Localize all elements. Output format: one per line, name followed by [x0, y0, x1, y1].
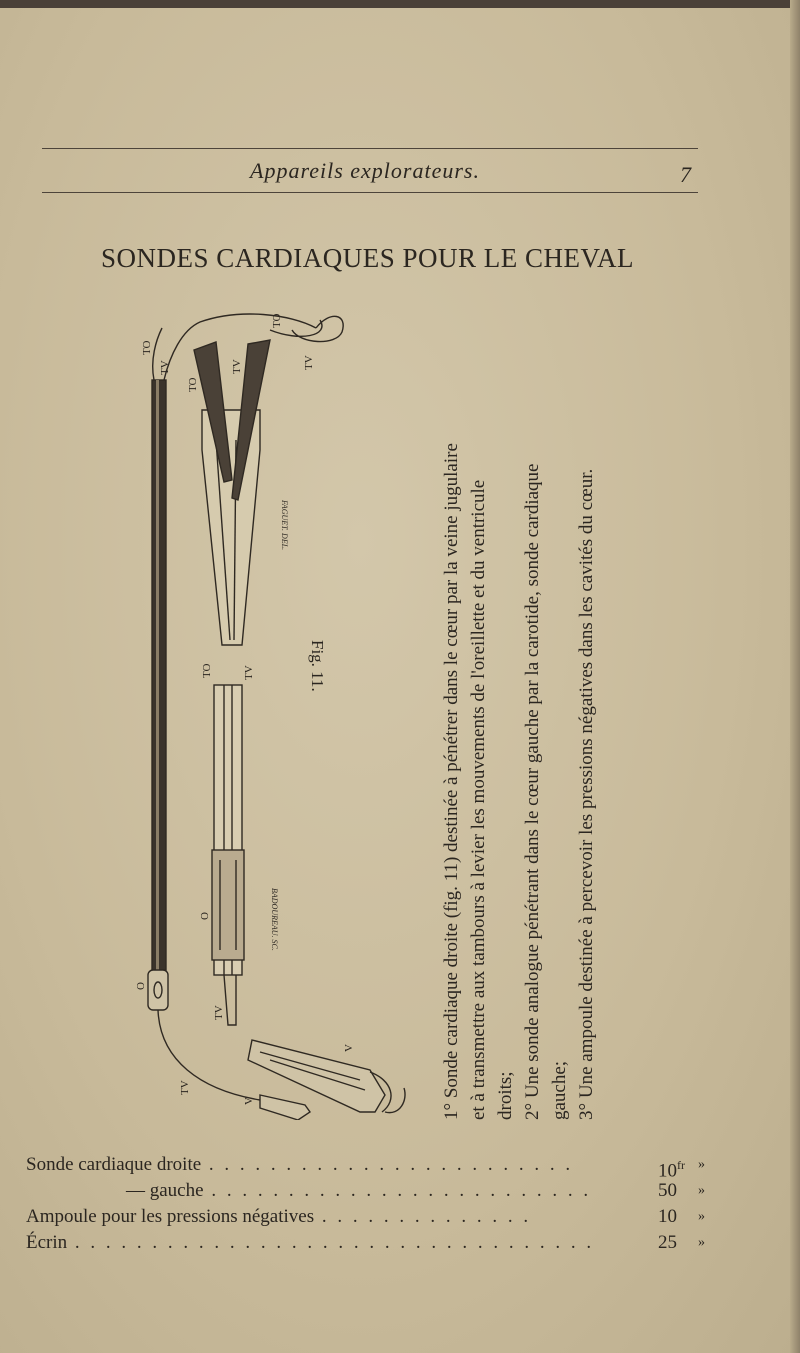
book-spine-shadow [790, 0, 800, 1353]
label-tv-6: TV [179, 1080, 191, 1095]
price-row: Ampoule pour les pressions négatives . . . . . . . . . . . . . . 10 » [26, 1204, 716, 1230]
price-list [26, 1152, 716, 1256]
price-mark: » [698, 1235, 705, 1250]
label-o-2: O [135, 982, 147, 990]
probe-ampoule [212, 850, 244, 960]
description-line-4: 2° Une sonde analogue pénétrant dans le cœur gauche par la carotide, sonde cardiaque [522, 463, 543, 1120]
price-mark: » [698, 1183, 705, 1198]
description-block [438, 320, 600, 1120]
price-mark: » [698, 1157, 705, 1172]
header-rule-bottom [42, 192, 698, 193]
price-mark: » [698, 1209, 705, 1224]
price-amount: 50 [658, 1180, 677, 1201]
price-row: Sonde cardiaque droite . . . . . . . . . . . . . . . . . . . . . . . . $10^{fr}$ » [26, 1154, 705, 1182]
price-row: — gauche . . . . . . . . . . . . . . . . . . . . . . . . . 50 » [26, 1178, 716, 1204]
label-v-2: V [343, 1044, 355, 1052]
description-line-2: et à transmettre aux tambours à levier les mouvements de l'oreillette et du ventricule [468, 479, 489, 1120]
label-v-1: V [243, 1097, 255, 1105]
engraver-credit-bottom: BADOUREAU. SC. [270, 888, 279, 951]
catheter-lower-tube [158, 1010, 260, 1100]
description-line-5: gauche; [549, 1060, 570, 1120]
label-tv-5: TV [213, 1005, 225, 1020]
label-to-3: TO [271, 313, 283, 328]
header-rule-top [42, 148, 698, 149]
label-tv-2: TV [231, 359, 243, 374]
label-to-1: TO [141, 340, 153, 355]
catheter-bulb [148, 970, 168, 1010]
label-o-1: O [199, 912, 211, 920]
figure-cardiac-catheters [120, 300, 430, 1120]
price-label: Sonde cardiaque droite [26, 1154, 202, 1175]
description-line-3: droits; [495, 1071, 516, 1120]
label-tv-3: TV [303, 355, 315, 370]
price-label: Écrin [26, 1232, 68, 1253]
price-unit: fr [677, 1158, 685, 1172]
figure-caption: Fig. 11. [308, 640, 327, 692]
catheter-sheath [202, 410, 260, 645]
label-tv-4: TV [243, 665, 255, 680]
price-amount: 10 [658, 1206, 677, 1227]
page-number: 7 [680, 162, 691, 187]
book-top-edge [0, 0, 800, 8]
engraver-credit-top: FAGUET. DEL. [280, 500, 289, 551]
page-title: SONDES CARDIAQUES POUR LE CHEVAL [100, 243, 635, 273]
description-line-1: 1° Sonde cardiaque droite (fig. 11) destinée à pénétrer dans le cœur par la veine jugulaire [441, 443, 462, 1120]
price-amount: 25 [658, 1232, 677, 1253]
running-header: Appareils explorateurs. [250, 158, 480, 183]
price-row: Écrin . . . . . . . . . . . . . . . . . . . . . . . . . . . . . . . . . . 25 » [26, 1230, 716, 1256]
label-tv-1: TV [159, 360, 171, 375]
price-label: Ampoule pour les pressions négatives [26, 1206, 315, 1227]
price-amount: 10 [658, 1160, 677, 1182]
connector-v [260, 1095, 310, 1120]
price-label: — gauche [126, 1180, 204, 1201]
label-to-2: TO [187, 377, 199, 392]
description-line-6: 3° Une ampoule destinée à percevoir les pressions négatives dans les cavités du cœur. [576, 468, 597, 1120]
label-to-4: TO [201, 663, 213, 678]
catheter-engraving [120, 300, 430, 1120]
